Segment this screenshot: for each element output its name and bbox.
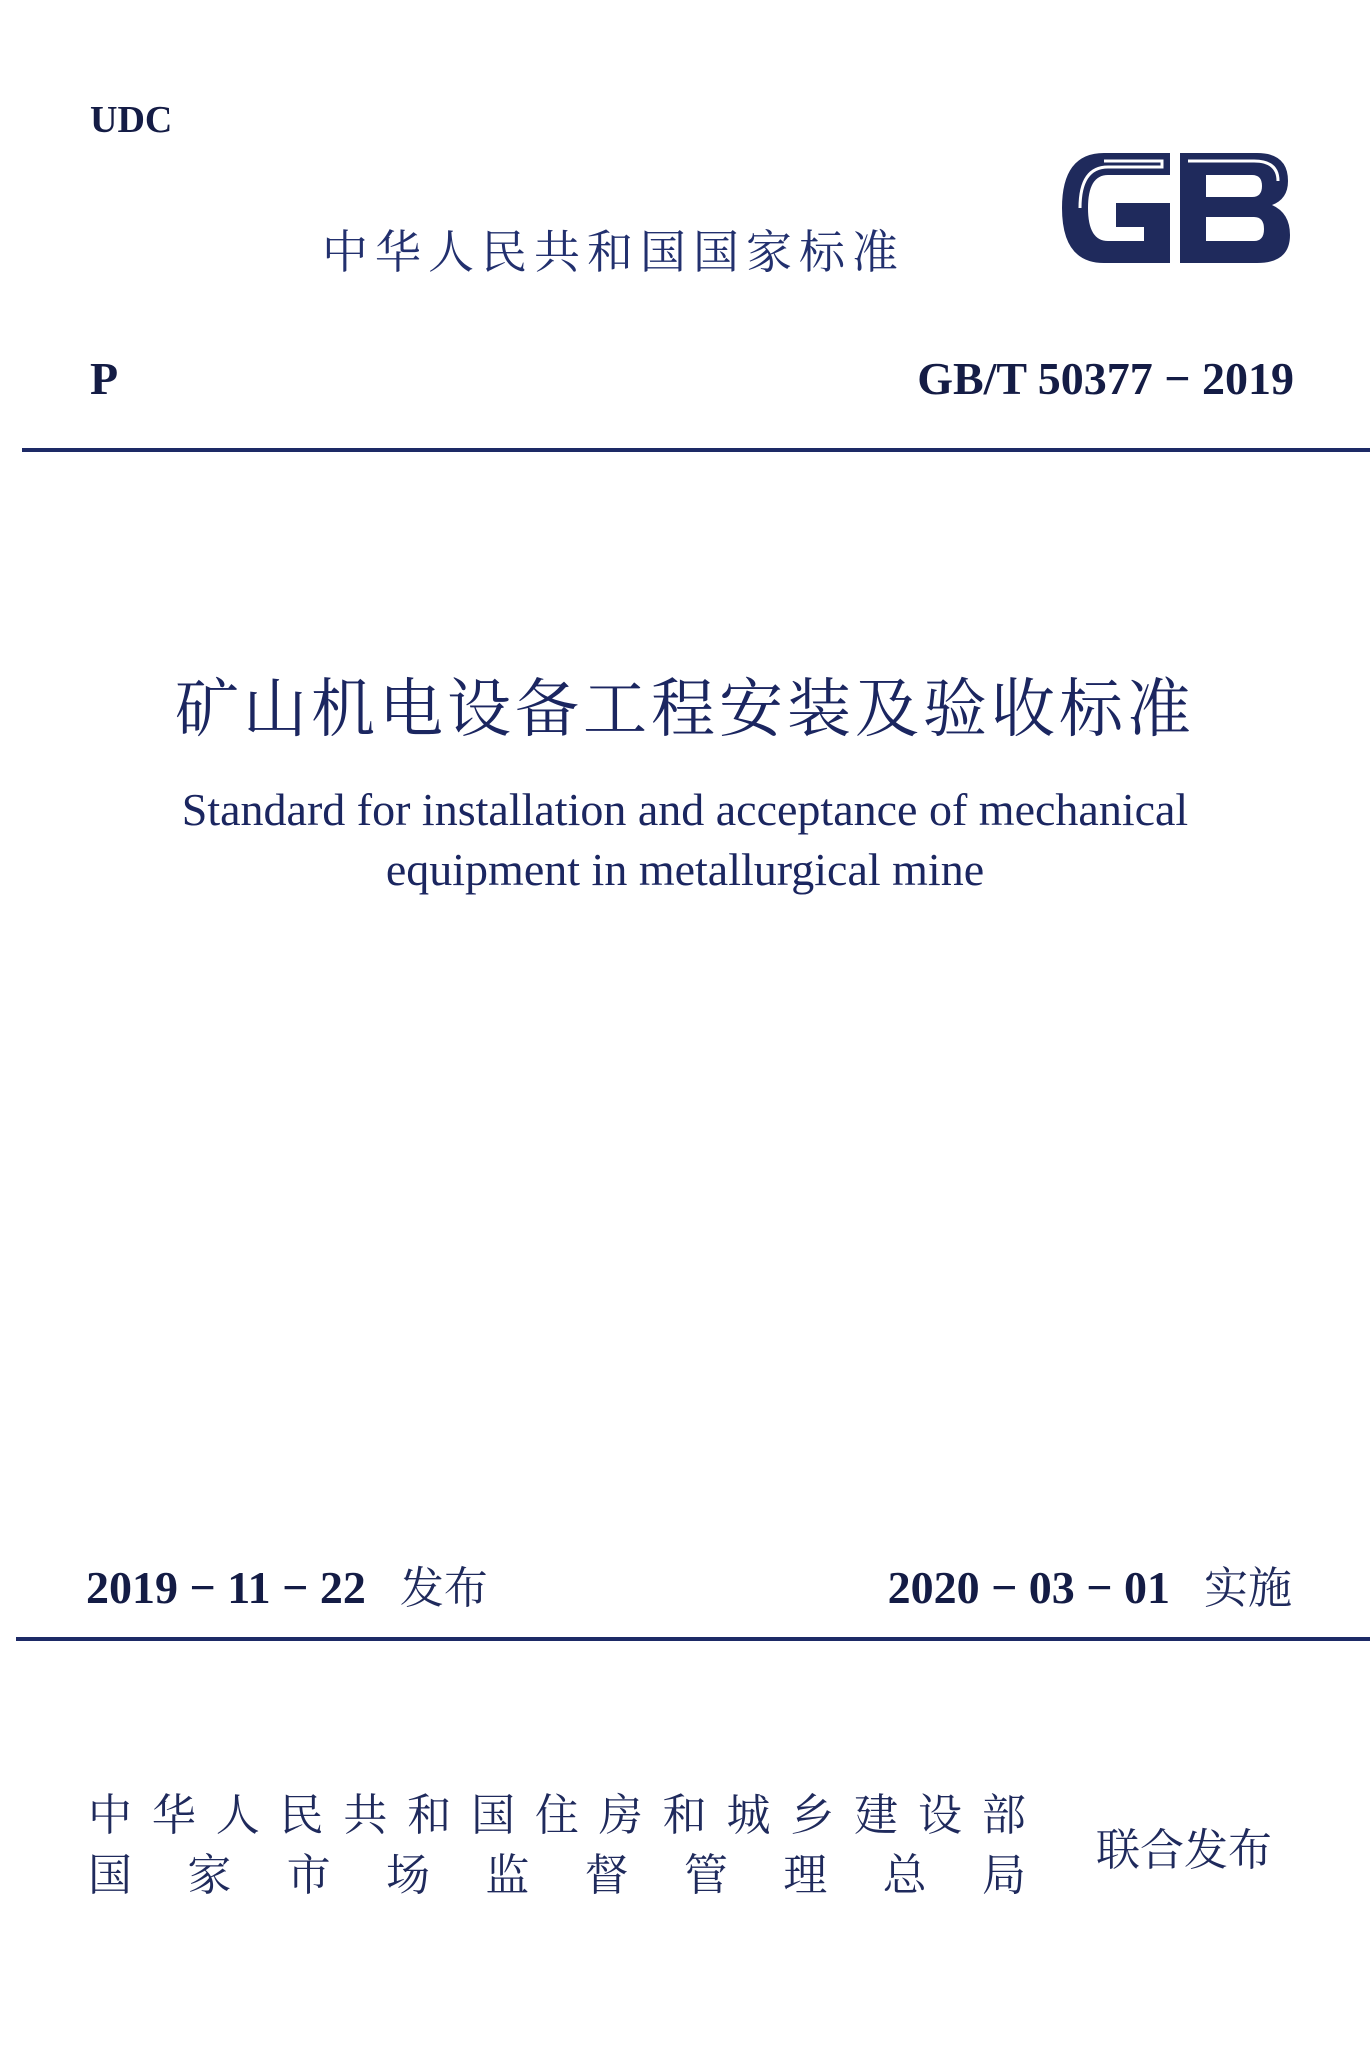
issuer-char: 监 xyxy=(485,1850,530,1901)
title-chinese: 矿山机电设备工程安装及验收标准 xyxy=(175,673,1195,747)
issuer-char: 总 xyxy=(882,1850,927,1901)
top-divider xyxy=(22,448,1370,452)
title-english-line-2: equipment in metallurgical mine xyxy=(385,844,985,895)
issuer-char: 设 xyxy=(917,1790,962,1841)
issuer-char: 人 xyxy=(215,1790,260,1841)
issuer-char: 市 xyxy=(286,1850,331,1901)
issuer-char: 房 xyxy=(598,1790,643,1841)
category-code: P xyxy=(90,353,119,404)
issuer-char: 中 xyxy=(88,1790,132,1841)
issuer-market-regulation xyxy=(88,1846,1026,1906)
issuer-char: 乡 xyxy=(790,1790,835,1841)
effective-label: 实施 xyxy=(1204,1563,1292,1614)
gb-logo xyxy=(1052,143,1294,273)
issuer-ministry-housing xyxy=(88,1786,1026,1846)
issuer-char: 管 xyxy=(683,1850,728,1901)
issuer-char: 局 xyxy=(981,1850,1026,1901)
issuer-char: 场 xyxy=(385,1850,430,1901)
issuer-char: 国 xyxy=(471,1790,516,1841)
effective-date: 2020 − 03 − 01 xyxy=(887,1562,1170,1613)
national-standard-heading: 中华人民共和国国家标准 xyxy=(322,225,905,279)
issuer-char: 部 xyxy=(981,1790,1026,1841)
bottom-divider xyxy=(16,1637,1370,1641)
issue-label: 发布 xyxy=(399,1563,488,1614)
issuer-char: 建 xyxy=(854,1790,899,1841)
issuer-char: 家 xyxy=(187,1850,232,1901)
joint-issue-label: 联合发布 xyxy=(1096,1825,1272,1876)
issuer-char: 理 xyxy=(783,1850,828,1901)
issue-date: 2019 − 11 − 22 xyxy=(86,1562,366,1613)
issuer-char: 共 xyxy=(343,1790,388,1841)
udc-label: UDC xyxy=(90,99,173,141)
issuing-authorities xyxy=(88,1786,1026,1906)
standard-number: GB/T 50377 − 2019 xyxy=(917,353,1294,404)
title-english xyxy=(0,780,1370,900)
effective-date-block xyxy=(888,1552,1292,1616)
issuer-char: 华 xyxy=(151,1790,196,1841)
issuer-char: 住 xyxy=(534,1790,579,1841)
issuer-char: 民 xyxy=(279,1790,324,1841)
issuer-char: 和 xyxy=(407,1790,452,1841)
issuer-char: 城 xyxy=(726,1790,771,1841)
issuer-char: 国 xyxy=(88,1850,132,1901)
issuer-char: 督 xyxy=(584,1850,629,1901)
title-english-line-1: Standard for installation and acceptance of mechanical xyxy=(181,784,1189,835)
issuer-char: 和 xyxy=(662,1790,707,1841)
issue-date-block xyxy=(86,1552,488,1616)
